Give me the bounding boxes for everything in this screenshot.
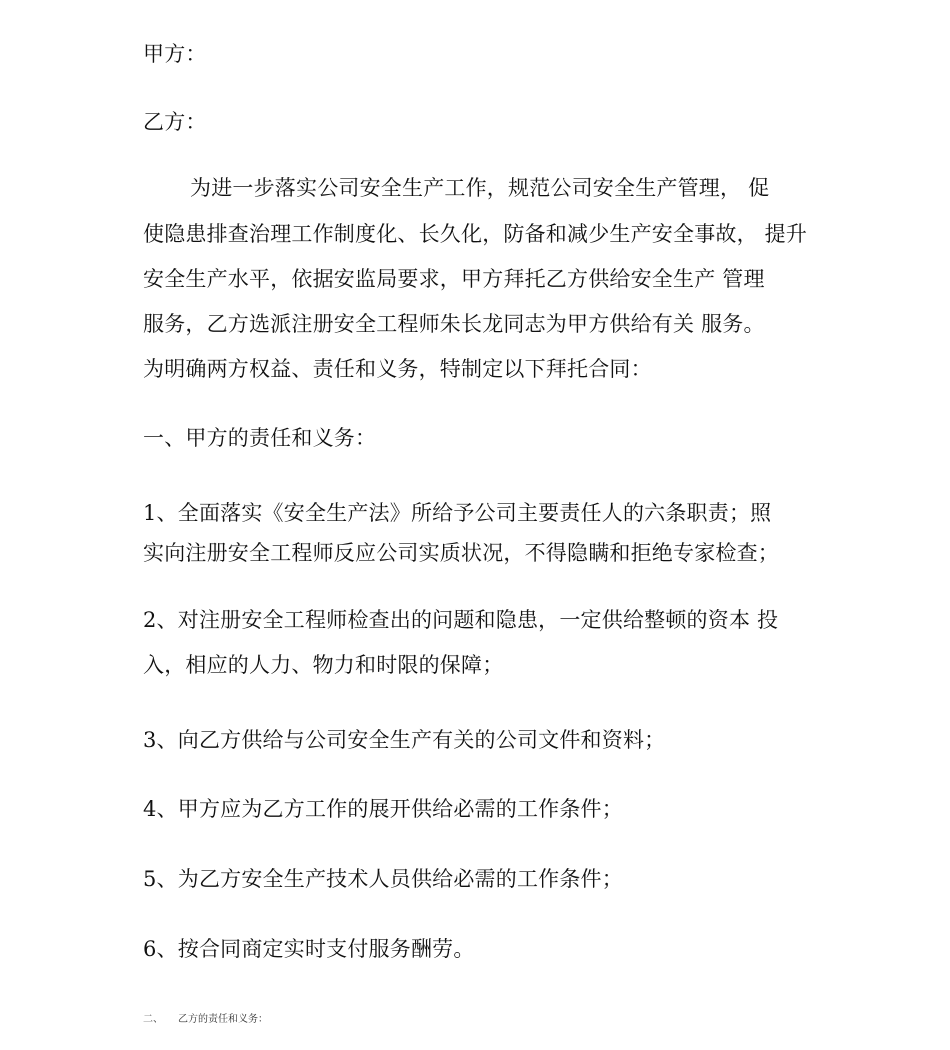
section-1-heading: 一、甲方的责任和义务： <box>143 426 377 450</box>
intro-line: 服务，乙方选派注册安全工程师朱长龙同志为甲方供给有关 服务。 <box>143 312 765 336</box>
list-item-5: 5、为乙方安全生产技术人员供给必需的工作条件； <box>143 867 623 891</box>
list-item-6: 6、按合同商定实时支付服务酬劳。 <box>143 937 475 961</box>
list-item-1-line-1: 1、全面落实《安全生产法》所给予公司主要责任人的六条职责；照 <box>143 501 772 525</box>
intro-line: 使隐患排查治理工作制度化、长久化，防备和减少生产安全事故， 提升 <box>143 222 808 246</box>
section-2-heading: 乙方的责任和义务： <box>178 1014 268 1025</box>
list-item-4: 4、甲方应为乙方工作的展开供给必需的工作条件； <box>143 797 623 821</box>
intro-line: 为明确两方权益、责任和义务，特制定以下拜托合同： <box>143 357 652 381</box>
list-item-1-line-2: 实向注册安全工程师反应公司实质状况，不得隐瞒和拒绝专家检查； <box>143 541 779 565</box>
party-a-label: 甲方： <box>143 42 207 66</box>
list-item-2-line-2: 入，相应的人力、物力和时限的保障； <box>143 653 504 677</box>
list-item-3: 3、向乙方供给与公司安全生产有关的公司文件和资料； <box>143 728 666 752</box>
intro-line: 安全生产水平，依据安监局要求，甲方拜托乙方供给安全生产 管理 <box>143 267 765 291</box>
intro-line: 为进一步落实公司安全生产工作，规范公司安全生产管理， 促 <box>190 176 770 200</box>
section-2-number: 二、 <box>143 1014 163 1025</box>
party-b-label: 乙方： <box>143 110 207 134</box>
list-item-2-line-1: 2、对注册安全工程师检查出的问题和隐患，一定供给整顿的资本 投 <box>143 608 779 632</box>
